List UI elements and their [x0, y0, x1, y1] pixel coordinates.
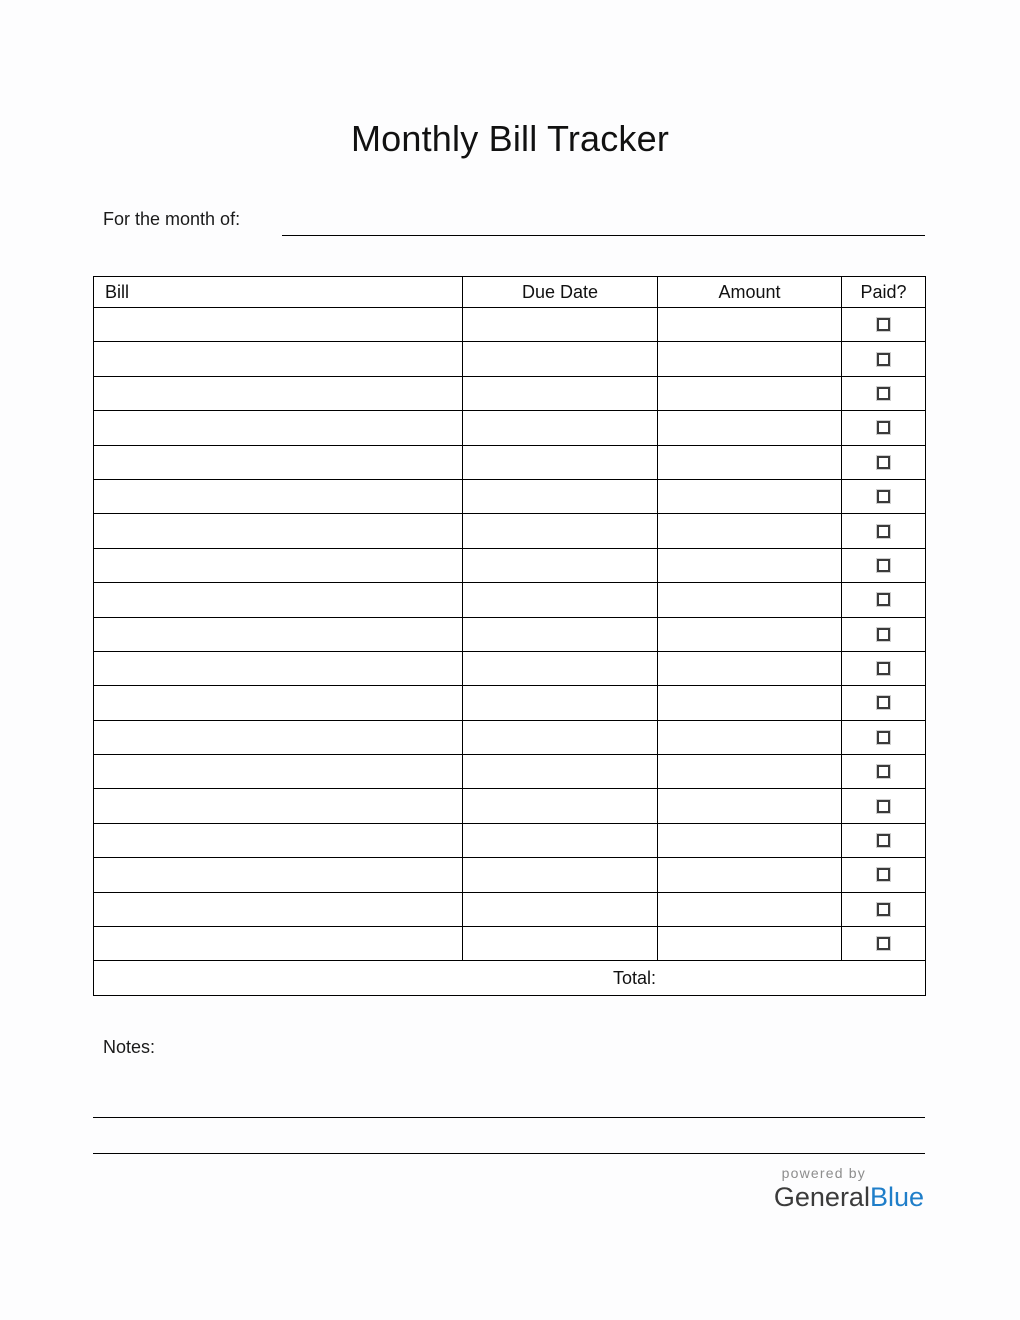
bill-cell[interactable] [94, 549, 462, 582]
bill-cell[interactable] [94, 721, 462, 754]
bill-cell[interactable] [94, 618, 462, 651]
table-row [94, 307, 925, 341]
amount-cell[interactable] [657, 411, 841, 444]
amount-cell[interactable] [657, 893, 841, 926]
notes-section [93, 1037, 925, 1154]
header-duedate: Due Date [462, 277, 657, 307]
table-row [94, 926, 925, 960]
amount-cell[interactable] [657, 446, 841, 479]
table-body [94, 307, 925, 960]
amount-cell[interactable] [657, 308, 841, 341]
brand-general-text: General [773, 1181, 870, 1212]
bill-cell[interactable] [94, 480, 462, 513]
amount-cell[interactable] [657, 549, 841, 582]
header-paid: Paid? [841, 277, 925, 307]
due-date-cell[interactable] [462, 308, 657, 341]
table-row [94, 445, 925, 479]
total-row [94, 960, 925, 994]
paid-checkbox[interactable] [877, 765, 890, 778]
paid-checkbox[interactable] [877, 800, 890, 813]
table-row [94, 754, 925, 788]
due-date-cell[interactable] [462, 377, 657, 410]
due-date-cell[interactable] [462, 549, 657, 582]
table-row [94, 617, 925, 651]
paid-cell [841, 342, 925, 375]
total-label: Total: [612, 967, 656, 988]
amount-cell[interactable] [657, 858, 841, 891]
bill-cell[interactable] [94, 514, 462, 547]
footer-brand-block [0, 1165, 924, 1213]
paid-cell [841, 824, 925, 857]
amount-cell[interactable] [657, 377, 841, 410]
due-date-cell[interactable] [462, 927, 657, 960]
paid-checkbox[interactable] [877, 731, 890, 744]
paid-cell [841, 755, 925, 788]
bill-cell[interactable] [94, 411, 462, 444]
table-row [94, 548, 925, 582]
bill-cell[interactable] [94, 377, 462, 410]
paid-cell [841, 618, 925, 651]
table-row [94, 410, 925, 444]
brand-blue-text: Blue [869, 1181, 924, 1212]
header-amount: Amount [657, 277, 841, 307]
amount-cell[interactable] [657, 480, 841, 513]
bill-cell[interactable] [94, 893, 462, 926]
due-date-cell[interactable] [462, 514, 657, 547]
due-date-cell[interactable] [462, 446, 657, 479]
bill-cell[interactable] [94, 927, 462, 960]
paid-checkbox[interactable] [877, 937, 890, 950]
due-date-cell[interactable] [462, 789, 657, 822]
total-value-cell[interactable] [658, 961, 925, 994]
amount-cell[interactable] [657, 652, 841, 685]
due-date-cell[interactable] [462, 583, 657, 616]
amount-cell[interactable] [657, 755, 841, 788]
paid-checkbox[interactable] [877, 318, 890, 331]
bill-cell[interactable] [94, 858, 462, 891]
notes-label: Notes: [103, 1036, 156, 1057]
paid-checkbox[interactable] [877, 868, 890, 881]
table-row [94, 788, 925, 822]
paid-checkbox[interactable] [877, 628, 890, 641]
due-date-cell[interactable] [462, 686, 657, 719]
paid-cell [841, 789, 925, 822]
amount-cell[interactable] [657, 342, 841, 375]
due-date-cell[interactable] [462, 618, 657, 651]
paid-cell [841, 893, 925, 926]
amount-cell[interactable] [657, 686, 841, 719]
paid-checkbox[interactable] [877, 593, 890, 606]
bill-cell[interactable] [94, 342, 462, 375]
paid-cell [841, 446, 925, 479]
amount-cell[interactable] [657, 789, 841, 822]
paid-checkbox[interactable] [877, 559, 890, 572]
paid-checkbox[interactable] [877, 696, 890, 709]
due-date-cell[interactable] [462, 411, 657, 444]
due-date-cell[interactable] [462, 480, 657, 513]
amount-cell[interactable] [657, 618, 841, 651]
bill-cell[interactable] [94, 652, 462, 685]
due-date-cell[interactable] [462, 755, 657, 788]
paid-cell [841, 480, 925, 513]
paid-cell [841, 514, 925, 547]
paid-checkbox[interactable] [877, 387, 890, 400]
paid-cell [841, 377, 925, 410]
table-row [94, 376, 925, 410]
paid-checkbox[interactable] [877, 662, 890, 675]
amount-cell[interactable] [657, 927, 841, 960]
table-row [94, 582, 925, 616]
bill-cell[interactable] [94, 583, 462, 616]
month-field-row [103, 209, 925, 235]
month-input-line[interactable] [282, 235, 925, 236]
due-date-cell[interactable] [462, 893, 657, 926]
bill-cell[interactable] [94, 789, 462, 822]
table-row [94, 479, 925, 513]
paid-cell [841, 858, 925, 891]
table-header-row [94, 277, 925, 307]
bill-table [93, 276, 926, 996]
due-date-cell[interactable] [462, 342, 657, 375]
notes-line-2[interactable] [93, 1153, 925, 1154]
paid-cell [841, 308, 925, 341]
table-row [94, 651, 925, 685]
paid-checkbox[interactable] [877, 421, 890, 434]
paid-cell [841, 549, 925, 582]
table-row [94, 341, 925, 375]
table-row [94, 685, 925, 719]
bill-cell[interactable] [94, 308, 462, 341]
due-date-cell[interactable] [462, 858, 657, 891]
bill-cell[interactable] [94, 755, 462, 788]
paid-checkbox[interactable] [877, 525, 890, 538]
table-row [94, 513, 925, 547]
paid-checkbox[interactable] [877, 490, 890, 503]
paid-checkbox[interactable] [877, 834, 890, 847]
paid-cell [841, 652, 925, 685]
page-title: Monthly Bill Tracker [350, 118, 670, 159]
paid-checkbox[interactable] [877, 456, 890, 469]
table-row [94, 857, 925, 891]
paid-checkbox[interactable] [877, 903, 890, 916]
bill-cell[interactable] [94, 824, 462, 857]
paid-cell [841, 686, 925, 719]
bill-cell[interactable] [94, 686, 462, 719]
paid-cell [841, 721, 925, 754]
amount-cell[interactable] [657, 514, 841, 547]
header-bill: Bill [105, 281, 130, 302]
bill-cell[interactable] [94, 446, 462, 479]
powered-by-text: powered by [781, 1164, 866, 1181]
amount-cell[interactable] [657, 721, 841, 754]
brand-logo [0, 1183, 924, 1213]
table-row [94, 823, 925, 857]
amount-cell[interactable] [657, 583, 841, 616]
month-label: For the month of: [103, 209, 241, 229]
due-date-cell[interactable] [462, 652, 657, 685]
paid-cell [841, 411, 925, 444]
paid-cell [841, 583, 925, 616]
table-row [94, 892, 925, 926]
due-date-cell[interactable] [462, 824, 657, 857]
table-row [94, 720, 925, 754]
amount-cell[interactable] [657, 824, 841, 857]
due-date-cell[interactable] [462, 721, 657, 754]
notes-line-1[interactable] [93, 1117, 925, 1118]
paid-cell [841, 927, 925, 960]
paid-checkbox[interactable] [877, 353, 890, 366]
